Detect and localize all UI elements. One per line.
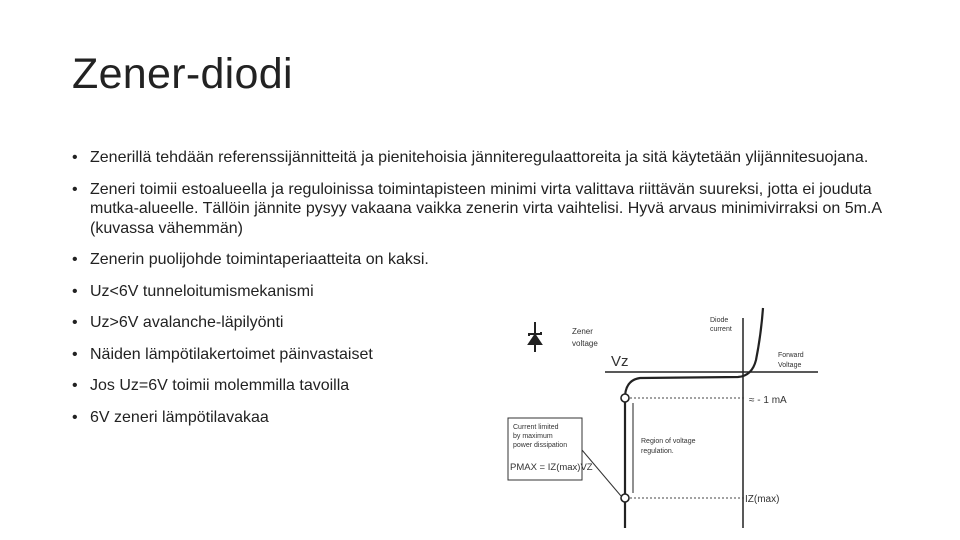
pmax-formula: PMAX = IZ(max)VZ (510, 462, 593, 473)
bullet-dot: • (72, 377, 78, 394)
bullet-dot: • (72, 314, 78, 331)
forward-voltage-label: Voltage (778, 362, 802, 369)
bullet-item (72, 282, 510, 302)
current-limited-label: power dissipation (513, 442, 568, 449)
callout-leader (582, 450, 621, 496)
bullet-dot: • (72, 345, 78, 363)
slide-title: Zener-diodi (72, 50, 293, 98)
bullet-item (72, 313, 510, 333)
bullet-text: 6V zeneri lämpötilavakaa (90, 408, 269, 426)
bullet-text: Uz<6V tunneloitumismekanismi (90, 282, 314, 300)
bullet-text: Zenerin puolijohde toimintaperiaatteita on kaksi. (90, 251, 429, 268)
zener-iv-diagram (500, 300, 820, 530)
bullet-text: Uz>6V avalanche-läpilyönti (90, 314, 284, 331)
iz-min-label: ≈ - 1 mA (749, 395, 787, 406)
forward-voltage-label: Forward (778, 352, 804, 359)
diode-current-label: current (710, 326, 732, 333)
zener-diode-symbol-icon (529, 322, 541, 352)
bullet-dot: • (72, 282, 78, 300)
bullet-item (72, 345, 510, 365)
bullet-item (72, 148, 890, 168)
diode-current-label: Diode (710, 317, 729, 324)
bullet-item (72, 376, 510, 396)
bullet-dot: • (72, 251, 78, 268)
bullet-dot: • (72, 408, 78, 426)
iz-min-point (621, 394, 629, 402)
bullet-dot: • (72, 180, 78, 198)
bullet-text: Zeneri toimii estoalueella ja reguloinissa toimintapisteen minimi virta valittava riittävän suureksi, jotta ei jouduta mutka-alueelle. Tällöin jännite pysyy vakaana vaikka zenerin virta vaihtelisi. Hyvä arvaus minimivirraksi on 5m.A (kuvassa vähemmän) (90, 180, 882, 237)
current-limited-label: Current limited (513, 424, 559, 431)
region-label: Region of voltage (641, 438, 696, 445)
bullet-text: Jos Uz=6V toimii molemmilla tavoilla (90, 377, 350, 394)
bullet-item (72, 250, 510, 270)
bullet-text: Näiden lämpötilakertoimet päinvastaiset (90, 345, 373, 363)
bullet-item (72, 180, 890, 239)
vz-label: Vz (611, 353, 629, 370)
zener-voltage-label: Zener (572, 327, 593, 336)
bullet-text: Zenerillä tehdään referenssijännitteitä ja pienitehoisia jänniteregulaattoreita ja sitä käytetään ylijännitesuojana. (90, 149, 869, 166)
bullet-item (72, 408, 510, 428)
iz-max-label: IZ(max) (745, 494, 780, 505)
current-limited-label: by maximum (513, 433, 553, 440)
bullet-dot: • (72, 149, 78, 166)
region-label: regulation. (641, 448, 674, 455)
zener-voltage-label: voltage (572, 339, 598, 348)
iz-max-point (621, 494, 629, 502)
